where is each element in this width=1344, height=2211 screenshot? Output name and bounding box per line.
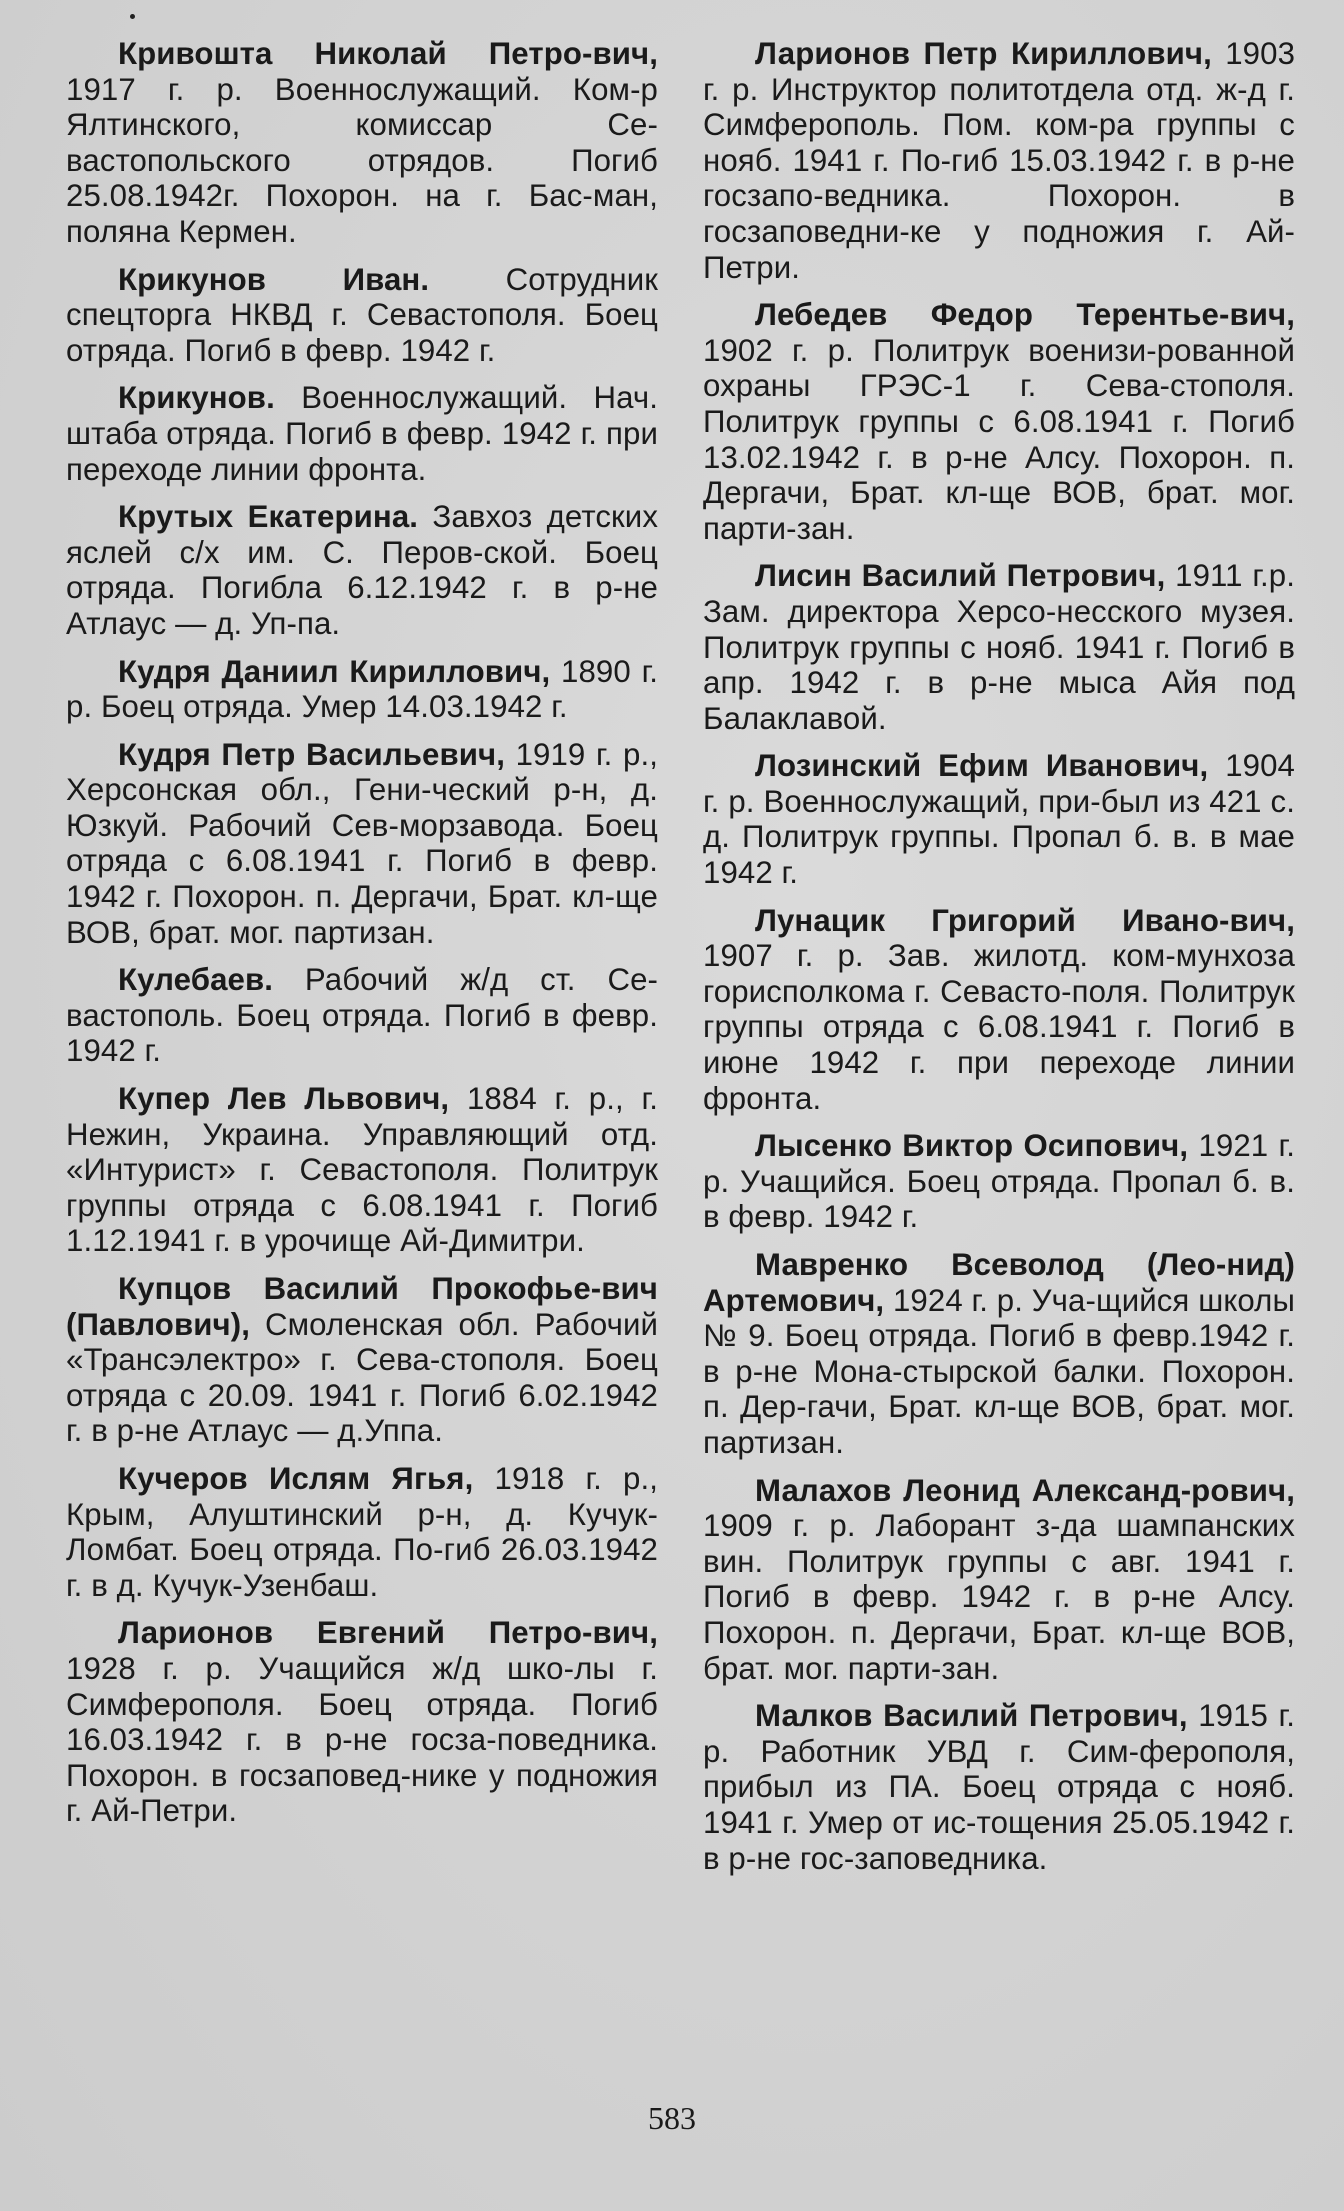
entry <box>703 36 1295 285</box>
entry <box>66 962 658 1069</box>
entry <box>66 654 658 725</box>
entry-text: Сотрудник спецторга НКВД г. Севастополя. Боец отряда. Погиб в февр. 1942 г. <box>66 261 658 368</box>
entry-text: 1921 г. р. Учащийся. Боец отряда. Пропал б. в. в февр. 1942 г. <box>703 1128 1295 1235</box>
entry-name: Кудря Петр Васильевич, <box>118 736 505 772</box>
entry-text: Военнослужащий. Нач. штаба отряда. Погиб в февр. 1942 г. при переходе линии фронта. <box>66 380 659 487</box>
entry <box>703 1698 1295 1876</box>
entry-name: Крутых Екатерина. <box>118 499 419 535</box>
entry <box>66 1081 658 1259</box>
entry-name: Мавренко Всеволод (Лео-нид) Артемович, <box>703 1247 1295 1318</box>
entry-text: 1907 г. р. Зав. жилотд. ком-мунхоза горисполкома г. Севасто-поля. Политрук группы отряда с 6.08.1941 г. Погиб в июне 1942 г. при переходе линии фронта. <box>703 938 1295 1116</box>
entry <box>66 36 658 250</box>
entry-name: Купер Лев Львович, <box>118 1081 450 1117</box>
entry-text: 1915 г. р. Работник УВД г. Сим-ферополя, прибыл из ПА. Боец отряда с нояб. 1941 г. Умер от ис-тощения 25.05.1942 г. в р-не гос-заповедника. <box>703 1698 1295 1876</box>
entry-name: Ларионов Петр Кириллович, <box>755 36 1212 71</box>
entry-name: Лозинский Ефим Иванович, <box>755 748 1209 784</box>
entry <box>703 558 1295 736</box>
entry <box>66 737 658 951</box>
entry-text: 1904 г. р. Военнослужащий, при-был из 421 с. д. Политрук группы. Пропал б. в. в мае 1942 г. <box>703 748 1295 891</box>
entry <box>703 903 1295 1117</box>
entry <box>66 380 658 487</box>
entry <box>703 748 1295 890</box>
entry-text: Завхоз детских яслей с/х им. С. Перов-ской. Боец отряда. Погибла 6.12.1942 г. в р-не Атлаус — д. Уп-па. <box>66 499 659 641</box>
entry-text: Рабочий ж/д ст. Се-вастополь. Боец отряда. Погиб в февр. 1942 г. <box>66 962 658 1069</box>
entry-name: Лебедев Федор Терентье-вич, <box>755 297 1295 333</box>
entry-name: Кулебаев. <box>118 962 273 998</box>
entry-name: Лисин Василий Петрович, <box>755 558 1166 594</box>
entry-name: Малахов Леонид Александ-рович, <box>755 1472 1295 1508</box>
entry-text: 1928 г. р. Учащийся ж/д шко-лы г. Симферополя. Боец отряда. Погиб 16.03.1942 г. в р-не госза-поведника. Похорон. в госзаповед-нике у подножия г. Ай-Петри. <box>66 1650 658 1829</box>
entry-name: Малков Василий Петрович, <box>755 1698 1188 1734</box>
entry-text: 1911 г.р. Зам. директора Херсо-несского музея. Политрук группы с нояб. 1941 г. Погиб в апр. 1942 г. в р-не мыса Айя под Балаклавой. <box>703 558 1295 736</box>
entry <box>703 297 1295 546</box>
entry-text: 1917 г. р. Военнослужащий. Ком-р Ялтинского, комиссар Се-вастопольского отрядов. Погиб 25.08.1942г. Похорон. на г. Бас-ман, поляна Кермен. <box>66 71 658 249</box>
entry-name: Лысенко Виктор Осипович, <box>755 1128 1189 1164</box>
entry-name: Крикунов. <box>118 380 275 416</box>
entry <box>66 1615 658 1829</box>
entry-name: Кучеров Ислям Ягья, <box>118 1460 474 1496</box>
left-column <box>66 36 658 1841</box>
entry-text: 1884 г. р., г. Нежин, Украина. Управляющий отд. «Интурист» г. Севастополя. Политрук группы отряда с 6.08.1941 г. Погиб 1.12.1941 г. в урочище Ай-Димитри. <box>66 1081 658 1259</box>
entry <box>66 499 658 641</box>
entry <box>66 1271 658 1449</box>
entry-text: 1903 г. р. Инструктор политотдела отд. ж-д г. Симферополь. Пом. ком-ра группы с нояб. 1941 г. По-гиб 15.03.1942 г. в р-не госзапо-ведника. Похорон. в госзаповедни-ке у подножия г. Ай-Петри. <box>703 36 1296 285</box>
entry-text: 1919 г. р., Херсонская обл., Гени-ческий р-н, д. Юзкуй. Рабочий Сев-морзавода. Боец отряда с 6.08.1941 г. Погиб в февр. 1942 г. Похорон. п. Дергачи, Брат. кл-ще ВОВ, брат. мог. партизан. <box>66 736 659 950</box>
entry-text: Смоленская обл. Рабочий «Трансэлектро» г. Сева-стополя. Боец отряда с 20.09. 1941 г. Погиб 6.02.1942 г. в р-не Атлаус — д.Уппа. <box>66 1306 658 1449</box>
page-number: 583 <box>648 2100 696 2136</box>
entry-text: 1918 г. р., Крым, Алуштинский р-н, д. Кучук-Ломбат. Боец отряда. По-гиб 26.03.1942 г. в д. Кучук-Узенбаш. <box>66 1460 659 1603</box>
entry-name: Кудря Даниил Кириллович, <box>118 653 551 689</box>
entry-name: Ларионов Евгений Петро-вич, <box>118 1615 658 1651</box>
entry-name: Купцов Василий Прокофье-вич (Павлович), <box>66 1271 658 1342</box>
entry <box>703 1247 1295 1461</box>
entry-name: Лунацик Григорий Ивано-вич, <box>755 902 1295 938</box>
entry-text: 1902 г. р. Политрук военизи-рованной охраны ГРЭС-1 г. Сева-стополя. Политрук группы с 6.08.1941 г. Погиб 13.02.1942 г. в р-не Алсу. Похорон. п. Дергачи, Брат. кл-ще ВОВ, брат. мог. парти-зан. <box>703 332 1295 546</box>
entry-text: 1909 г. р. Лаборант з-да шампанских вин. Политрук группы с авг. 1941 г. Погиб в февр. 1942 г. в р-не Алсу. Похорон. п. Дергачи, Брат. кл-ще ВОВ, брат. мог. парти-зан. <box>703 1508 1295 1686</box>
entry <box>66 1461 658 1603</box>
right-column <box>703 36 1295 1888</box>
entry <box>66 262 658 369</box>
entry-text: 1890 г. р. Боец отряда. Умер 14.03.1942 г. <box>66 653 659 725</box>
print-speck <box>130 14 135 19</box>
entry <box>703 1473 1295 1687</box>
entry-name: Кривошта Николай Петро-вич, <box>118 36 658 71</box>
entry <box>703 1128 1295 1235</box>
entry-text: 1924 г. р. Уча-щийся школы № 9. Боец отряда. Погиб в февр.1942 г. в р-не Мона-стырской балки. Похорон. п. Дер-гачи, Брат. кл-ще ВОВ, брат. мог. партизан. <box>703 1282 1295 1460</box>
entry-name: Крикунов Иван. <box>118 261 430 297</box>
